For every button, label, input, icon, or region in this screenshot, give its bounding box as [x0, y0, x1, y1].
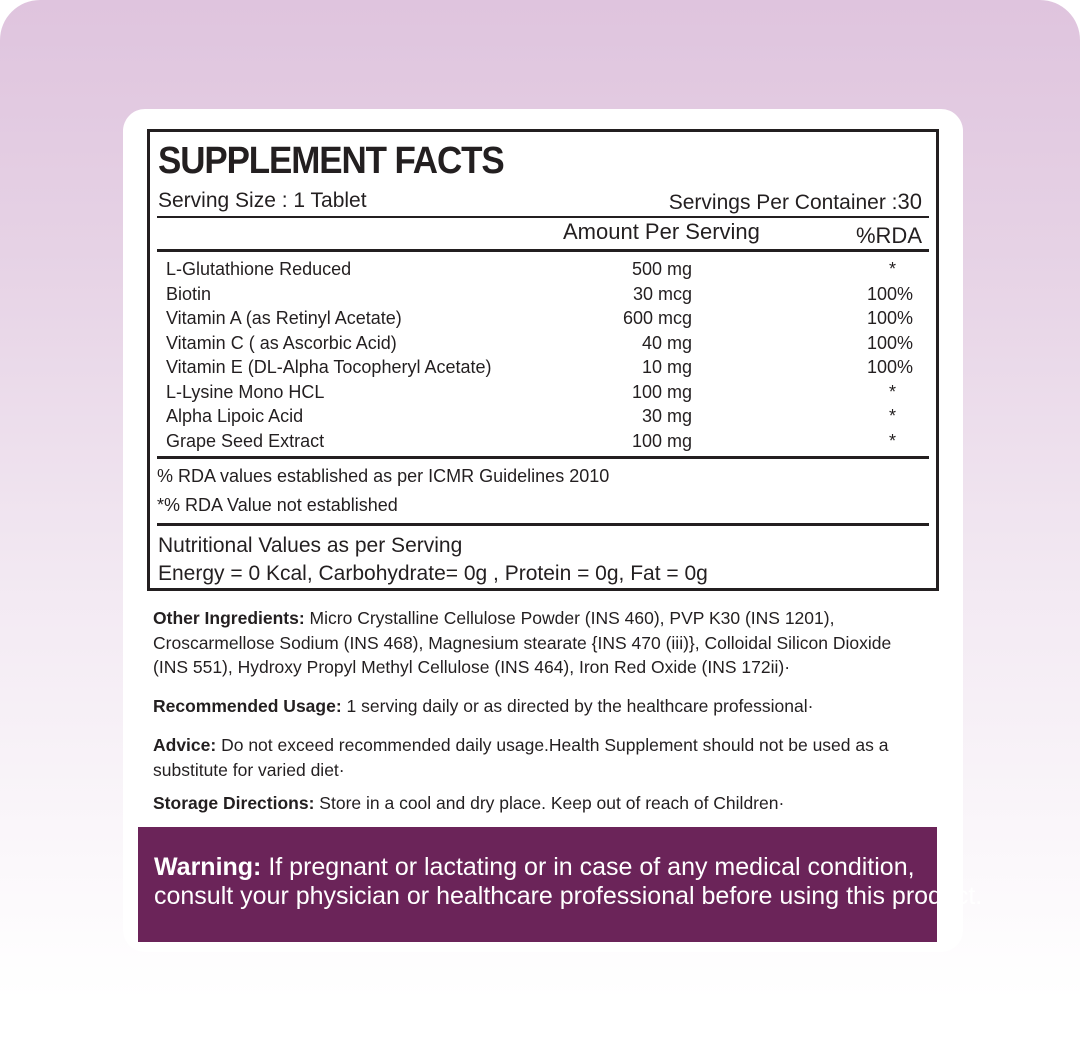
nutrient-table [150, 259, 936, 455]
nutrient-name: Alpha Lipoic Acid [166, 406, 304, 426]
recommended-usage-label: Recommended Usage: [153, 696, 342, 716]
recommended-usage [153, 694, 923, 719]
table-row [150, 382, 936, 407]
nutrient-amount: 40 mg [641, 332, 692, 353]
nutrient-name: Grape Seed Extract [166, 430, 325, 451]
warning-line-1: If pregnant or lactating or in case of any medical condition, [261, 853, 915, 881]
rda-not-established-note: *% RDA Value not established [157, 495, 398, 515]
warning-text [154, 853, 982, 911]
supplement-facts-panel [147, 129, 939, 591]
nutrient-amount: 600 mcg [622, 308, 692, 328]
divider [157, 216, 929, 218]
table-row [150, 357, 936, 382]
storage-directions-text: Store in a cool and dry place. Keep out of reach of Children· [314, 793, 785, 813]
nutrient-rda: * [888, 406, 896, 426]
table-row [150, 308, 936, 333]
nutrient-amount: 100 mg [631, 381, 692, 402]
warning-label: Warning: [154, 853, 262, 881]
warning-banner [138, 827, 983, 942]
table-row [150, 284, 936, 309]
divider [157, 249, 929, 252]
table-row [150, 333, 936, 358]
nutrient-rda: 100% [866, 283, 913, 304]
advice-text: Do not exceed recommended daily usage.Health Supplement should not be used as a substitute for varied diet· [153, 735, 889, 780]
amount-per-serving-header: Amount Per Serving [563, 219, 760, 244]
nutritional-values: Energy = 0 Kcal, Carbohydrate= 0g , Protein = 0g, Fat = 0g [158, 562, 708, 585]
nutrient-rda: 100% [866, 357, 913, 377]
nutrient-name: Vitamin E (DL-Alpha Tocopheryl Acetate) [166, 357, 492, 377]
rda-header: %RDA [855, 223, 922, 248]
table-row [150, 431, 936, 456]
nutrient-amount: 500 mg [631, 259, 692, 279]
nutrient-name: Vitamin C ( as Ascorbic Acid) [166, 332, 397, 353]
nutrient-amount: 10 mg [641, 357, 692, 377]
advice [153, 733, 923, 782]
nutrient-name: Biotin [166, 283, 212, 304]
nutrient-rda: * [888, 381, 896, 402]
warning-line-2: consult your physician or healthcare professional before using this product. [154, 882, 983, 910]
nutrient-rda: 100% [866, 308, 913, 328]
nutritional-values-heading: Nutritional Values as per Serving [158, 534, 463, 557]
nutrient-rda: * [888, 430, 896, 451]
nutrient-name: L-Lysine Mono HCL [166, 381, 325, 402]
nutrient-amount: 30 mg [641, 406, 692, 426]
nutrient-rda: * [888, 259, 896, 279]
divider [157, 523, 929, 526]
nutrient-name: L-Glutathione Reduced [166, 259, 352, 279]
serving-size: Serving Size : 1 Tablet [158, 189, 367, 212]
other-ingredients-text: Micro Crystalline Cellulose Powder (INS 460), PVP K30 (INS 1201), Croscarmellose Sodium (INS 468), Magnesium stearate {INS 470 (iii)}, Colloidal Silicon Dioxide (INS 551), Hydroxy Propyl Methyl Cellulose (INS 464), Iron Red Oxide (INS 172ii)· [153, 608, 892, 677]
other-ingredients [153, 606, 923, 680]
nutrient-amount: 30 mcg [632, 283, 692, 304]
other-ingredients-label: Other Ingredients: [153, 608, 305, 628]
servings-per-container [669, 189, 922, 215]
servings-per-container-label: Servings Per Container : [668, 191, 898, 214]
table-row [150, 259, 936, 284]
nutrient-name: Vitamin A (as Retinyl Acetate) [166, 308, 402, 328]
table-row [150, 406, 936, 431]
recommended-usage-text: 1 serving daily or as directed by the healthcare professional· [341, 696, 814, 716]
advice-label: Advice: [153, 735, 217, 755]
nutrient-rda: 100% [866, 332, 913, 353]
storage-directions [153, 791, 923, 816]
divider [157, 456, 929, 459]
rda-guidelines-note: % RDA values established as per ICMR Guidelines 2010 [157, 466, 610, 486]
servings-per-container-value: 30 [897, 189, 922, 214]
storage-directions-label: Storage Directions: [153, 793, 315, 813]
supplement-facts-title: SUPPLEMENT FACTS [158, 140, 504, 182]
nutrient-amount: 100 mg [631, 430, 692, 451]
